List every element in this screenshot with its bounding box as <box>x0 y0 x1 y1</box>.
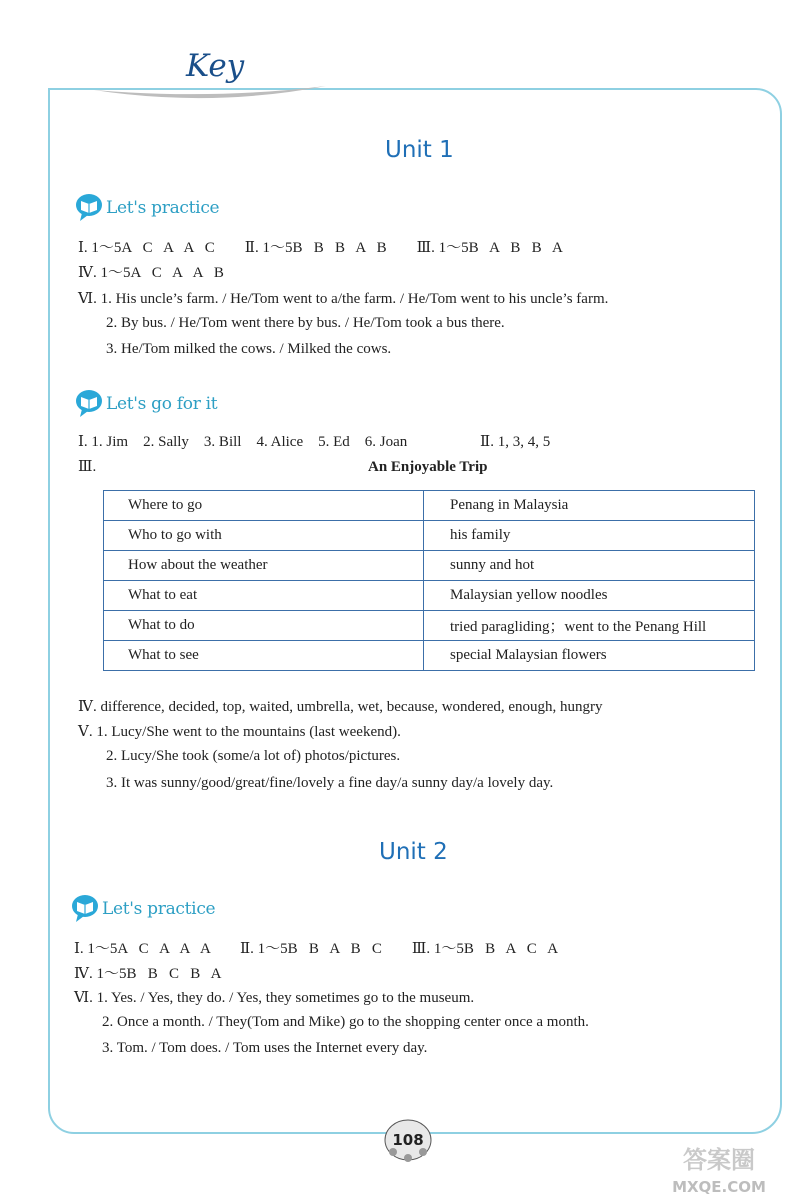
table-cell: What to see <box>104 641 424 671</box>
table-cell: How about the weather <box>104 551 424 581</box>
answer-line: 3. Tom. / Tom does. / Tom uses the Internet every day. <box>102 1040 428 1056</box>
unit-2-title: Unit 2 <box>379 839 448 865</box>
answer-line: Ⅵ. 1. His uncle’s farm. / He/Tom went to a/the farm. / He/Tom went to his uncle’s farm. <box>78 291 609 307</box>
section-label: Let's practice <box>106 198 220 218</box>
section-label: Let's go for it <box>106 394 218 414</box>
watermark-logo <box>650 1140 788 1198</box>
table-cell: Malaysian yellow noodles <box>424 581 755 611</box>
table-cell: sunny and hot <box>424 551 755 581</box>
unit-1-title: Unit 1 <box>385 137 454 163</box>
table-cell: tried paragliding；went to the Penang Hill <box>424 611 755 641</box>
table-row <box>104 491 755 521</box>
table-cell: Penang in Malaysia <box>424 491 755 521</box>
table-row <box>104 551 755 581</box>
trip-table <box>103 490 755 671</box>
answer-line: 3. He/Tom milked the cows. / Milked the cows. <box>106 341 392 357</box>
key-title: Key <box>186 48 245 84</box>
table-title: An Enjoyable Trip <box>368 459 488 475</box>
watermark-text: 答案圈 <box>683 1146 755 1174</box>
answer-line: Ⅰ. 1. Jim 2. Sally 3. Bill 4. Alice 5. Ed 6. Joan <box>78 434 408 450</box>
answer-line: Ⅰ. 1～5A C A A C Ⅱ. 1～5B B B A B Ⅲ. 1～5B A B B A <box>78 240 563 256</box>
answer-line: Ⅵ. 1. Yes. / Yes, they do. / Yes, they sometimes go to the museum. <box>74 990 475 1006</box>
page-number: 108 <box>392 1131 424 1149</box>
table-cell: special Malaysian flowers <box>424 641 755 671</box>
answer-line: Ⅳ. 1～5A C A A B <box>78 265 224 281</box>
table-cell: his family <box>424 521 755 551</box>
answer-line: 3. It was sunny/good/great/fine/lovely a fine day/a sunny day/a lovely day. <box>106 775 554 791</box>
table-cell: Who to go with <box>104 521 424 551</box>
section-header-lets-practice <box>74 192 219 224</box>
answer-line: Ⅲ. <box>78 459 97 475</box>
answer-line: Ⅳ. difference, decided, top, waited, umbrella, wet, because, wondered, enough, hungry <box>78 699 603 715</box>
page-number-badge <box>383 1118 433 1162</box>
key-swoosh-decoration <box>92 84 328 102</box>
table-row <box>104 641 755 671</box>
book-bubble-icon <box>70 893 100 925</box>
section-header-lets-go-for-it <box>74 388 217 420</box>
answer-line: 2. By bus. / He/Tom went there by bus. / He/Tom took a bus there. <box>106 315 505 331</box>
answer-line: 2. Lucy/She took (some/a lot of) photos/pictures. <box>106 748 401 764</box>
section-header-lets-practice <box>70 893 215 925</box>
answer-line: Ⅳ. 1～5B B C B A <box>74 966 222 982</box>
answer-line: Ⅱ. 1, 3, 4, 5 <box>480 434 551 450</box>
table-row <box>104 581 755 611</box>
section-label: Let's practice <box>102 899 216 919</box>
answer-line: 2. Once a month. / They(Tom and Mike) go to the shopping center once a month. <box>102 1014 589 1030</box>
table-cell: What to eat <box>104 581 424 611</box>
answer-line: Ⅰ. 1～5A C A A A Ⅱ. 1～5B B A B C Ⅲ. 1～5B B A C A <box>74 941 559 957</box>
book-bubble-icon <box>74 388 104 420</box>
watermark-url: MXQE.COM <box>672 1178 766 1196</box>
table-row <box>104 521 755 551</box>
book-bubble-icon <box>74 192 104 224</box>
table-cell: Where to go <box>104 491 424 521</box>
table-cell: What to do <box>104 611 424 641</box>
table-row <box>104 611 755 641</box>
answer-line: Ⅴ. 1. Lucy/She went to the mountains (last weekend). <box>78 724 401 740</box>
